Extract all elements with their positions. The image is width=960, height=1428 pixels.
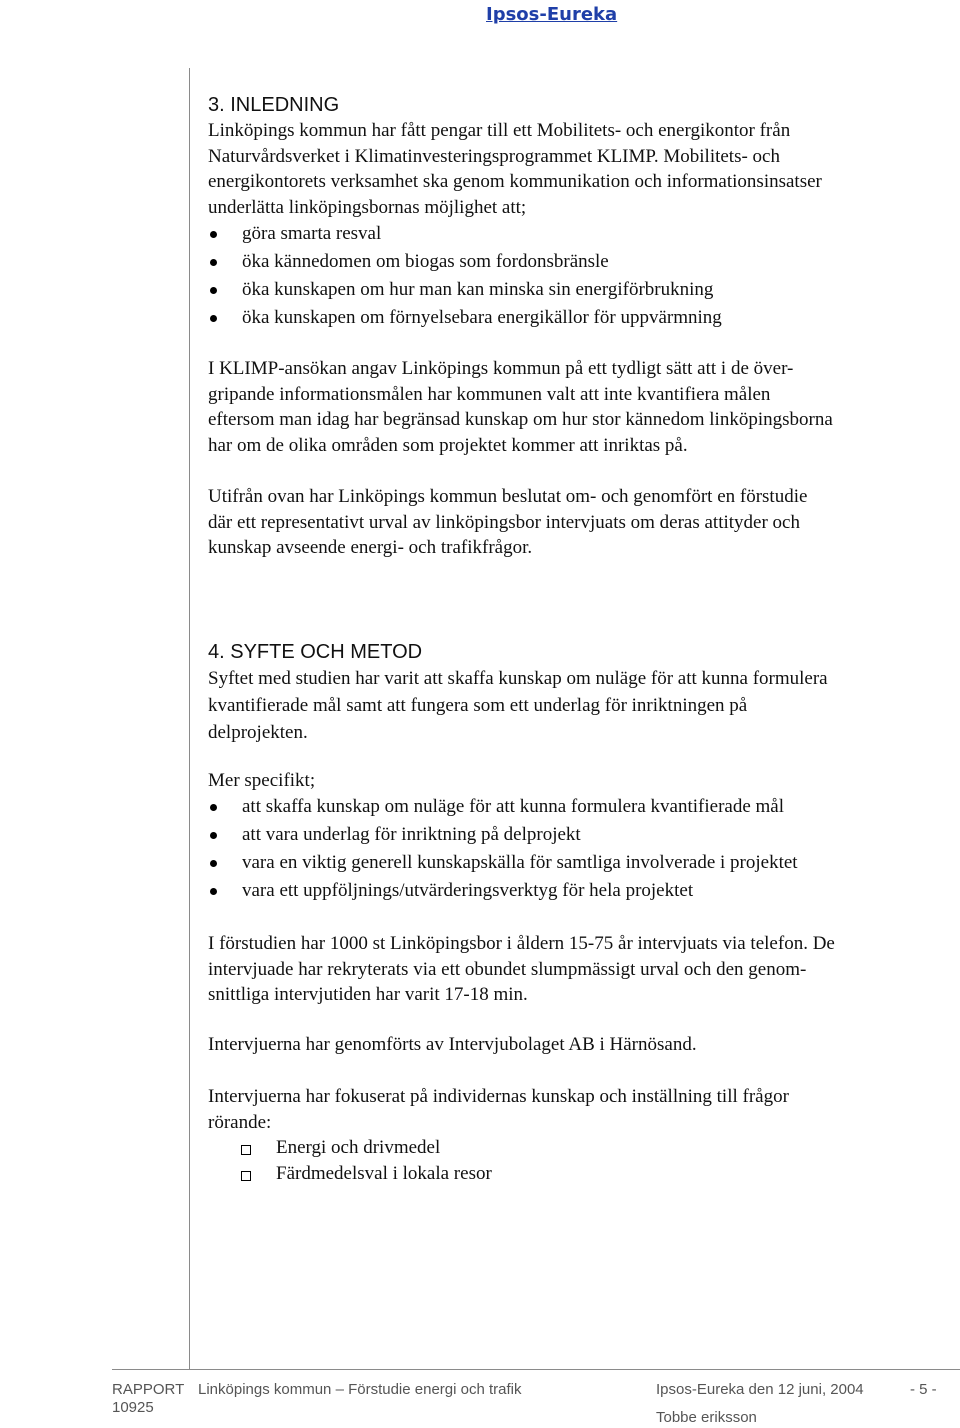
text-line: I KLIMP-ansökan angav Linköpings kommun på ett tydligt sätt att i de över- bbox=[208, 358, 794, 379]
bullet-icon bbox=[210, 231, 217, 238]
list-item bbox=[208, 877, 956, 905]
text-line: snittliga intervjutiden har varit 17-18 min. bbox=[208, 984, 528, 1005]
specifikt-label: Mer specifikt; bbox=[208, 769, 316, 791]
bullet-icon bbox=[210, 315, 217, 322]
bullet-icon bbox=[210, 259, 217, 266]
text-line: Syftet med studien har varit att skaffa kunskap om nuläge för att kunna formulera bbox=[208, 667, 828, 689]
text-line: underlätta linköpingsbornas möjlighet att; bbox=[208, 196, 527, 218]
list-item-text: Färdmedelsval i lokala resor bbox=[276, 1163, 492, 1184]
text-line: kvantifierade mål samt att fungera som ett underlag för inriktningen på bbox=[208, 694, 748, 716]
purpose-bullet-list bbox=[208, 793, 956, 905]
footer-rule bbox=[112, 1369, 960, 1370]
list-item bbox=[240, 1161, 956, 1187]
footer-title: Linköpings kommun – Förstudie energi och trafik bbox=[198, 1381, 522, 1398]
section-heading-syfte: 4. SYFTE OCH METOD bbox=[208, 640, 423, 663]
list-item-text: öka kännedomen om biogas som fordonsbränsle bbox=[242, 251, 609, 272]
brand-logo: Ipsos-Eureka bbox=[486, 4, 618, 25]
list-item bbox=[208, 821, 956, 849]
list-item bbox=[208, 248, 956, 276]
document-body bbox=[208, 92, 956, 1187]
footer-company-date: Ipsos-Eureka den 12 juni, 2004 bbox=[656, 1381, 864, 1398]
text-line: har om de olika områden som projektet kommer att inriktas på. bbox=[208, 434, 688, 456]
list-item-text: vara ett uppföljnings/utvärderingsverktyg för hela projektet bbox=[242, 880, 694, 901]
text-line: Naturvårdsverket i Klimatinvesteringsprogrammet KLIMP. Mobilitets- och bbox=[208, 145, 780, 167]
list-item-text: Energi och drivmedel bbox=[276, 1137, 441, 1158]
text-line: Intervjuerna har fokuserat på individernas kunskap och inställning till frågor bbox=[208, 1086, 789, 1107]
focus-paragraph bbox=[208, 1084, 956, 1135]
list-item bbox=[208, 793, 956, 821]
footer-report-label: RAPPORT bbox=[112, 1381, 185, 1398]
margin-rule bbox=[189, 68, 190, 1370]
syfte-paragraph bbox=[208, 665, 956, 746]
list-item bbox=[240, 1135, 956, 1161]
bullet-icon bbox=[210, 860, 217, 867]
text-line: rörande: bbox=[208, 1111, 272, 1133]
bullet-icon bbox=[210, 888, 217, 895]
footer-page-number: - 5 - bbox=[910, 1381, 937, 1398]
forstudie-paragraph bbox=[208, 484, 956, 561]
text-line: energikontorets verksamhet ska genom kommunikation och informationsinsatser bbox=[208, 171, 822, 192]
text-line: gripande informationsmålen har kommunen valt att inte kvantifiera målen bbox=[208, 383, 771, 405]
intro-paragraph bbox=[208, 118, 956, 220]
list-item bbox=[208, 276, 956, 304]
list-item-text: att vara underlag för inriktning på delprojekt bbox=[242, 824, 581, 845]
checkbox-icon bbox=[241, 1145, 251, 1155]
method-paragraph bbox=[208, 931, 956, 1008]
topics-checkbox-list bbox=[208, 1135, 956, 1187]
list-item-text: göra smarta resval bbox=[242, 223, 382, 244]
list-item bbox=[208, 220, 956, 248]
bullet-icon bbox=[210, 832, 217, 839]
list-item bbox=[208, 304, 956, 332]
list-item-text: vara en viktig generell kunskapskälla för samtliga involverade i projektet bbox=[242, 852, 798, 873]
list-item-text: öka kunskapen om förnyelsebara energikällor för uppvärmning bbox=[242, 307, 722, 328]
checkbox-icon bbox=[241, 1171, 251, 1181]
klimp-paragraph bbox=[208, 356, 956, 458]
list-item bbox=[208, 849, 956, 877]
list-item-text: öka kunskapen om hur man kan minska sin energiförbrukning bbox=[242, 279, 714, 300]
interview-company-paragraph: Intervjuerna har genomförts av Intervjubolaget AB i Härnösand. bbox=[208, 1033, 697, 1055]
text-line: där ett representativt urval av linköpingsbor intervjuats om deras attityder och bbox=[208, 511, 800, 533]
bullet-icon bbox=[210, 804, 217, 811]
text-line: Utifrån ovan har Linköpings kommun beslutat om- och genomfört en förstudie bbox=[208, 486, 808, 507]
footer-report-number: 10925 bbox=[112, 1399, 154, 1416]
text-line: Linköpings kommun har fått pengar till ett Mobilitets- och energikontor från bbox=[208, 120, 791, 141]
bullet-icon bbox=[210, 287, 217, 294]
goals-bullet-list bbox=[208, 220, 956, 332]
text-line: eftersom man idag har begränsad kunskap om hur stor kännedom linköpingsborna bbox=[208, 409, 833, 430]
text-line: intervjuade har rekryterats via ett obundet slumpmässigt urval och den genom- bbox=[208, 958, 807, 980]
list-item-text: att skaffa kunskap om nuläge för att kunna formulera kvantifierade mål bbox=[242, 796, 785, 817]
text-line: kunskap avseende energi- och trafikfrågor. bbox=[208, 537, 533, 558]
text-line: delprojekten. bbox=[208, 721, 308, 743]
text-line: I förstudien har 1000 st Linköpingsbor i åldern 15-75 år intervjuats via telefon. De bbox=[208, 933, 835, 954]
footer-author: Tobbe eriksson bbox=[656, 1409, 757, 1426]
section-heading-inledning: 3. INLEDNING bbox=[208, 94, 340, 116]
